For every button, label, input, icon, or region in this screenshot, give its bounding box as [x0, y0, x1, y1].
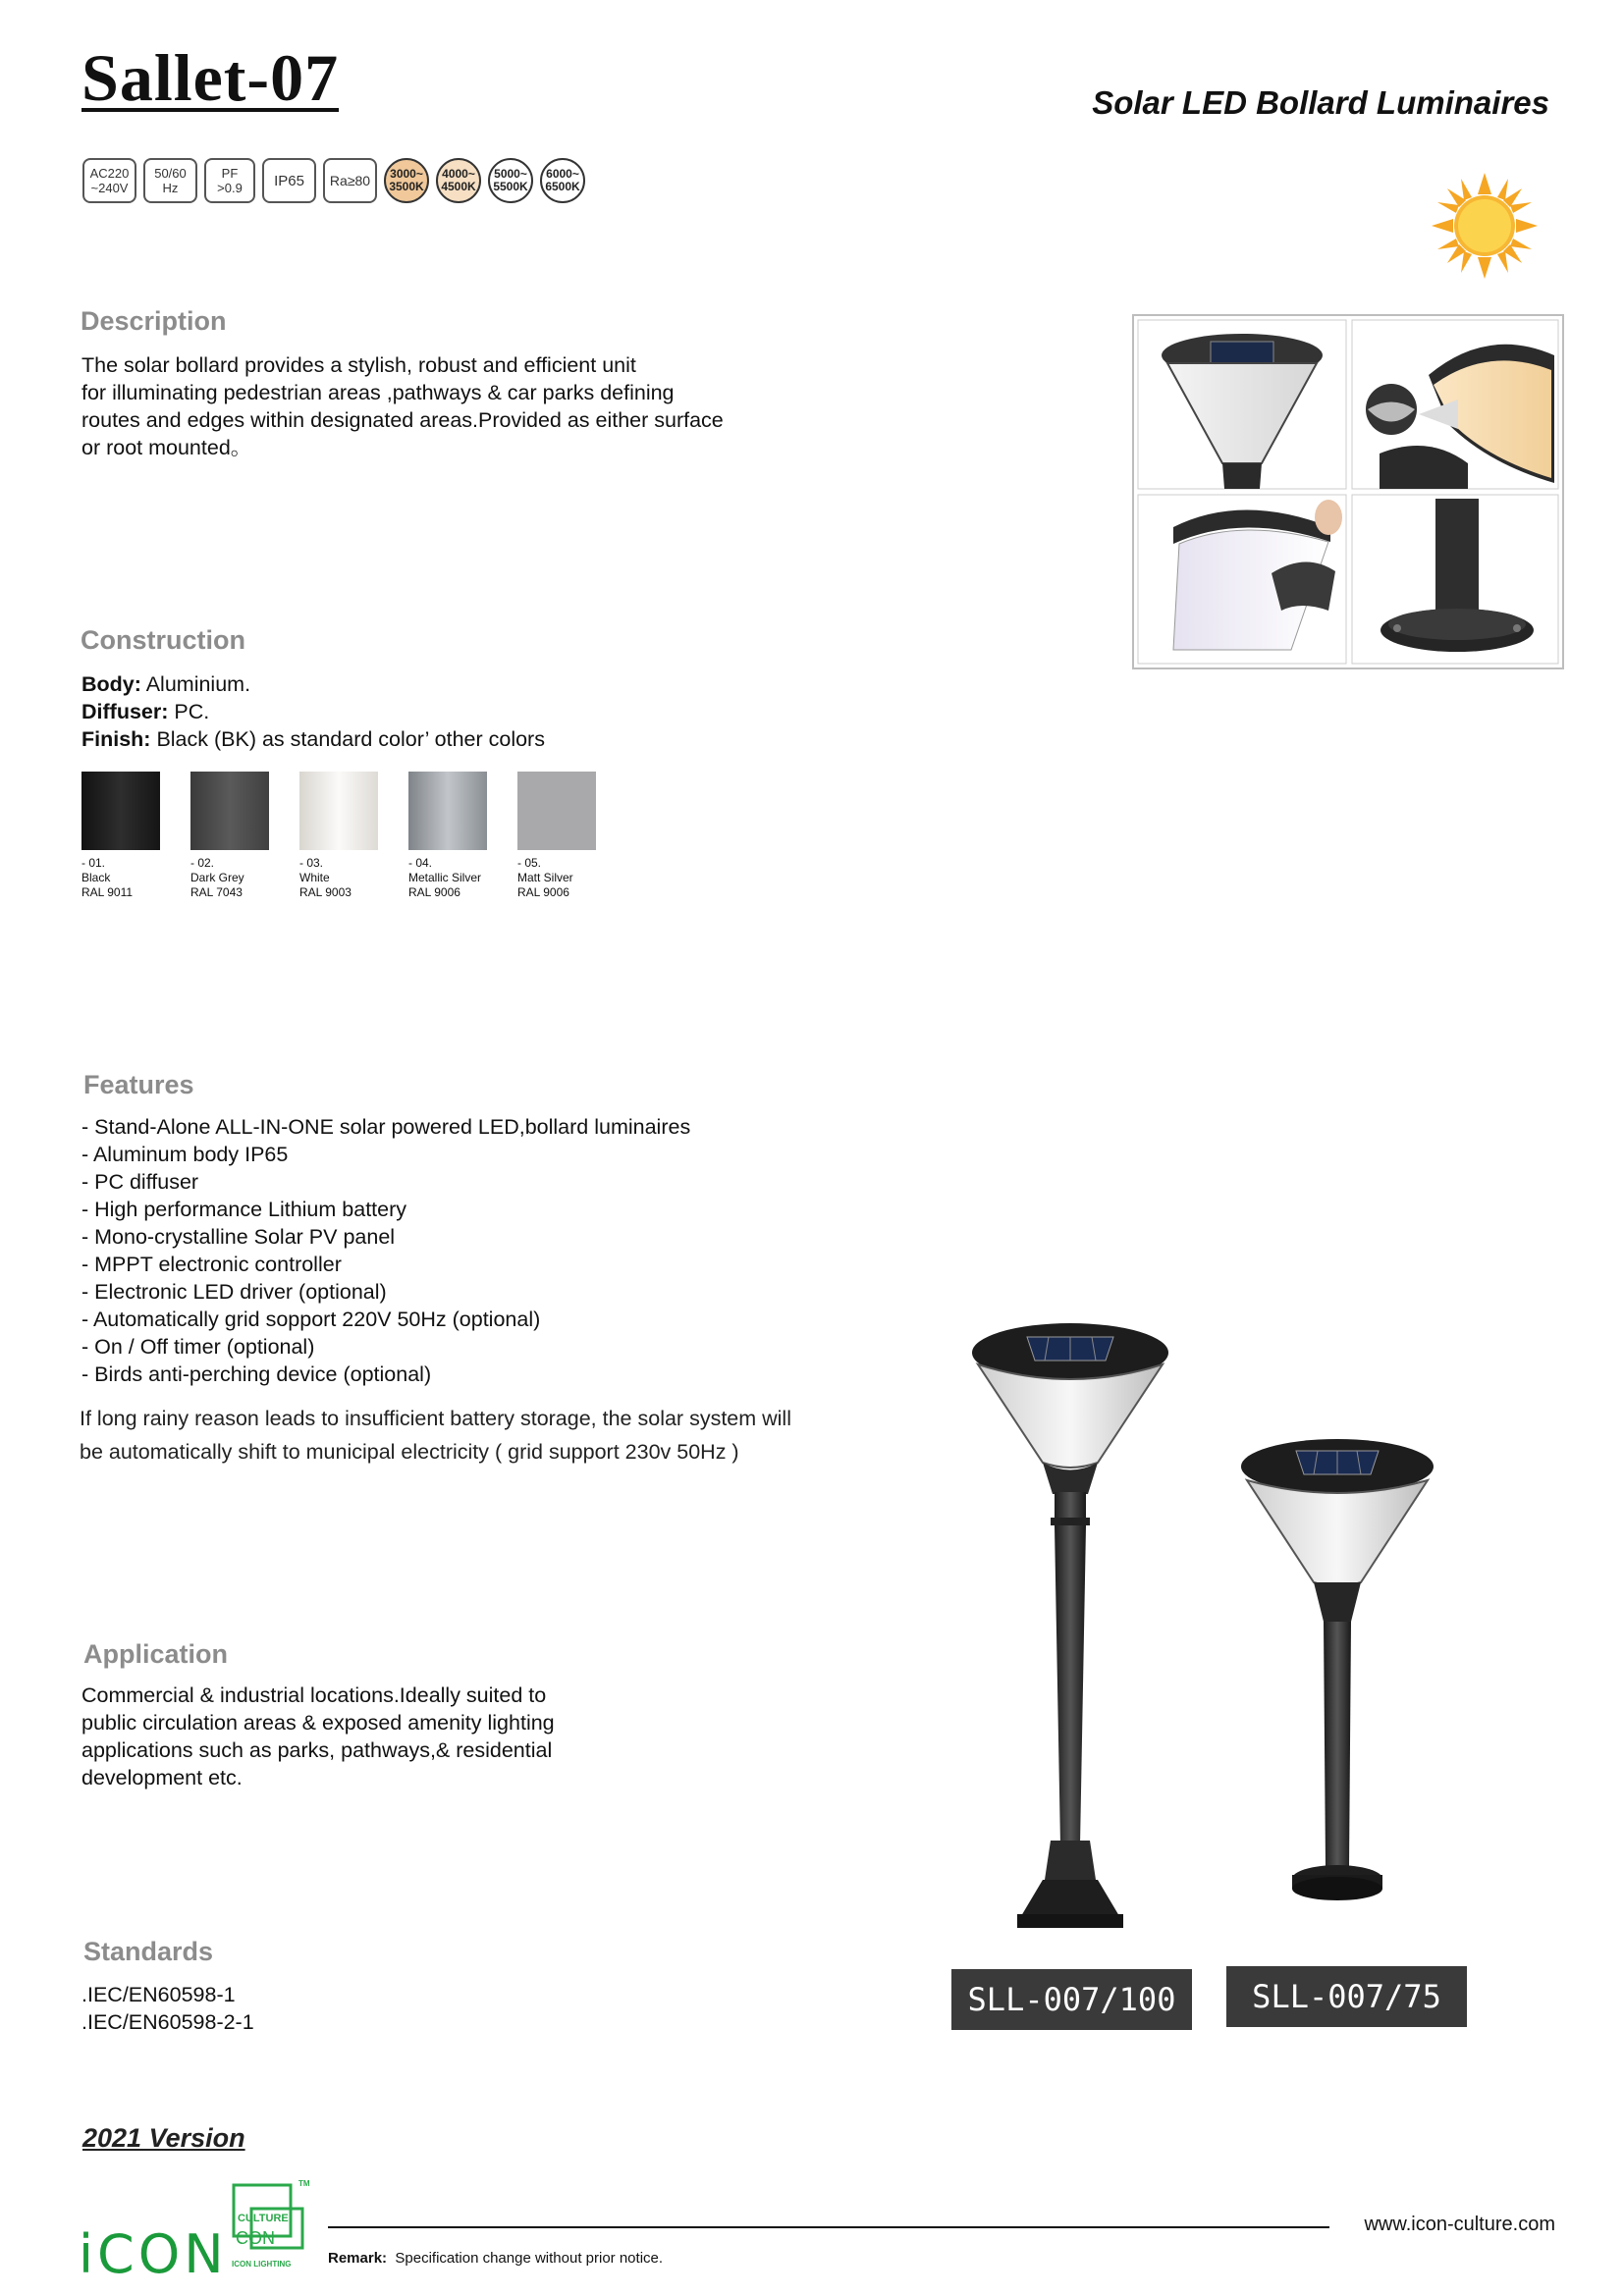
- description-heading: Description: [81, 306, 227, 336]
- model-label-100: SLL-007/100: [951, 1969, 1192, 2030]
- cct-badge-6000: 6000~ 6500K: [540, 158, 585, 203]
- voltage-badge: AC220 ~240V: [82, 158, 136, 203]
- finish-swatch-black: - 01. Black RAL 9011: [81, 772, 160, 900]
- feature-item: - PC diffuser: [81, 1170, 199, 1194]
- finish-swatch-white: - 03. White RAL 9003: [299, 772, 378, 900]
- finish-swatch-matt-silver: - 05. Matt Silver RAL 9006: [517, 772, 596, 900]
- bollard-100-image: [972, 1315, 1168, 1949]
- bollard-75-image: [1239, 1435, 1435, 1931]
- feature-item: - MPPT electronic controller: [81, 1253, 342, 1276]
- application-text: Commercial & industrial locations.Ideally suited to public circulation areas & exposed amenity lighting applications such as parks, pathways,& residential development etc.: [81, 1683, 555, 1789]
- feature-item: - Automatically grid sopport 220V 50Hz (optional): [81, 1308, 541, 1331]
- cct-badge-3000: 3000~ 3500K: [384, 158, 429, 203]
- grid-support-note: If long rainy reason leads to insufficient battery storage, the solar system will be automatically shift to municipal electricity ( grid support 230v 50Hz ): [80, 1407, 791, 1464]
- cct-badge-4000: 4000~ 4500K: [436, 158, 481, 203]
- cct-badge-5000: 5000~ 5500K: [488, 158, 533, 203]
- description-text: The solar bollard provides a stylish, robust and efficient unit for illuminating pedestrian areas ,pathways & car parks defining routes and edges within designated areas.Provided as either surface or root mounted。: [81, 353, 724, 459]
- remark-note: Remark: Specification change without prior notice.: [328, 2250, 664, 2267]
- standards-heading: Standards: [83, 1937, 214, 1966]
- feature-item: - Birds anti-perching device (optional): [81, 1362, 432, 1386]
- icon-culture-logo: TM CULTURE CON ICON LIGHTING: [232, 2179, 310, 2269]
- product-title: Sallet-07: [81, 40, 340, 115]
- features-list: [81, 1113, 690, 1388]
- cri-badge: Ra≥80: [323, 158, 377, 203]
- feature-item: - Electronic LED driver (optional): [81, 1280, 387, 1304]
- finish-swatch-metallic-silver: - 04. Metallic Silver RAL 9006: [408, 772, 487, 900]
- body-label: Body:: [81, 672, 141, 696]
- construction-text: Body: Aluminium. Diffuser: PC. Finish: Black (BK) as standard color’ other colors: [81, 672, 545, 751]
- standard-item: .IEC/EN60598-2-1: [81, 2010, 254, 2034]
- construction-heading: Construction: [81, 625, 245, 655]
- frequency-badge: 50/60 Hz: [143, 158, 197, 203]
- product-subtitle: Solar LED Bollard Luminaires: [1092, 84, 1549, 121]
- application-heading: Application: [83, 1639, 228, 1669]
- feature-item: - On / Off timer (optional): [81, 1335, 315, 1359]
- feature-item: - High performance Lithium battery: [81, 1198, 407, 1221]
- features-heading: Features: [83, 1070, 194, 1099]
- feature-item: - Stand-Alone ALL-IN-ONE solar powered LED,bollard luminaires: [81, 1115, 691, 1139]
- brand-wordmark: iCON: [79, 2223, 228, 2285]
- finish-label: Finish:: [81, 727, 151, 751]
- standard-item: .IEC/EN60598-1: [81, 1983, 236, 2006]
- feature-item: - Aluminum body IP65: [81, 1143, 289, 1166]
- diffuser-label: Diffuser:: [81, 700, 169, 723]
- standards-list: [81, 1981, 254, 2036]
- power-factor-badge: PF >0.9: [204, 158, 255, 203]
- version-label: 2021 Version: [82, 2123, 245, 2153]
- ip-rating-badge: IP65: [262, 158, 316, 203]
- model-label-75: SLL-007/75: [1226, 1966, 1467, 2027]
- detail-photo-grid: [1132, 314, 1564, 669]
- finish-swatches: [81, 772, 596, 900]
- finish-swatch-dark-grey: - 02. Dark Grey RAL 7043: [190, 772, 269, 900]
- feature-item: - Mono-crystalline Solar PV panel: [81, 1225, 396, 1249]
- footer-divider: [328, 2226, 1329, 2228]
- spec-badges: [82, 158, 585, 203]
- website-url[interactable]: www.icon-culture.com: [1364, 2214, 1555, 2235]
- sun-icon: [1432, 173, 1538, 284]
